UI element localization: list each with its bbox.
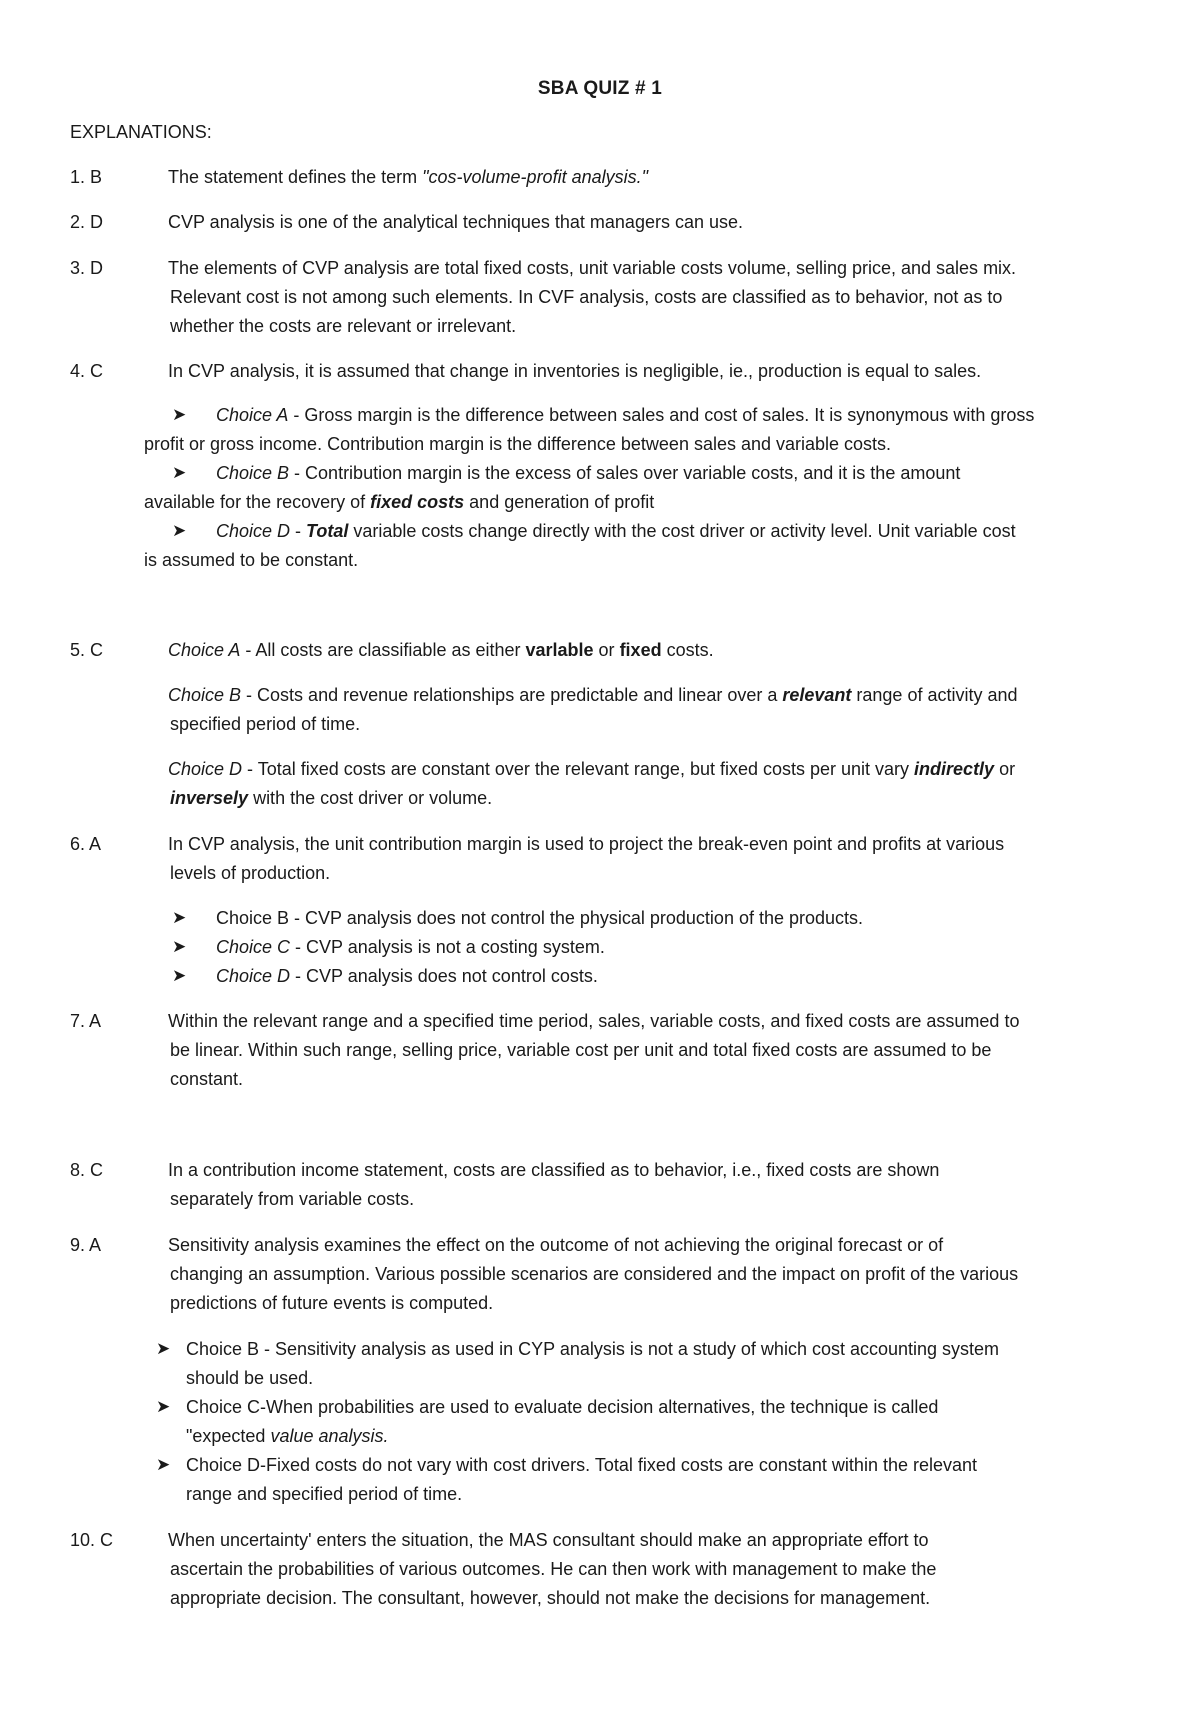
choice-line: Choice D - Total variable costs change directly with the cost driver or activity level. Unit variable cost xyxy=(216,521,1016,541)
choice-line: Choice B - Sensitivity analysis as used in CYP analysis is not a study of which cost accounting system xyxy=(186,1339,1000,1359)
page-title: SBA QUIZ # 1 xyxy=(537,78,663,99)
explanation-line: changing an assumption. Various possible scenarios are considered and the impact on profit of the various xyxy=(170,1264,1019,1284)
answer-number: 7. A xyxy=(70,1011,102,1031)
explanation-line: be linear. Within such range, selling price, variable cost per unit and total fixed costs are assumed to be xyxy=(170,1040,992,1060)
choice-line: Choice A - All costs are classifiable as either varlable or fixed costs. xyxy=(168,640,714,660)
answer-number: 3. D xyxy=(70,258,104,278)
choice-line: Choice C - CVP analysis is not a costing system. xyxy=(216,937,605,957)
arrowhead-bullet-icon: ➤ xyxy=(156,1339,171,1358)
answer-number: 2. D xyxy=(70,212,104,232)
explanation-line: Within the relevant range and a specified time period, sales, variable costs, and fixed costs are assumed to xyxy=(168,1011,1020,1031)
choice-line: is assumed to be constant. xyxy=(144,550,359,570)
answer-number: 6. A xyxy=(70,834,102,854)
explanation-line: appropriate decision. The consultant, however, should not make the decisions for management. xyxy=(170,1588,931,1608)
answer-number: 1. B xyxy=(70,167,103,187)
explanation-line: separately from variable costs. xyxy=(170,1189,415,1209)
choice-line: Choice B - CVP analysis does not control the physical production of the products. xyxy=(216,908,864,928)
choice-line: should be used. xyxy=(186,1368,314,1388)
explanation-line: levels of production. xyxy=(170,863,331,883)
explanation-line: In CVP analysis, it is assumed that change in inventories is negligible, ie., production is equal to sales. xyxy=(168,361,982,381)
arrowhead-bullet-icon: ➤ xyxy=(172,908,187,927)
arrowhead-bullet-icon: ➤ xyxy=(156,1397,171,1416)
explanation-line: When uncertainty' enters the situation, the MAS consultant should make an appropriate effort to xyxy=(168,1530,929,1550)
choice-line: profit or gross income. Contribution margin is the difference between sales and variable costs. xyxy=(144,434,892,454)
choice-line: Choice A - Gross margin is the difference between sales and cost of sales. It is synonymous with gross xyxy=(216,405,1035,425)
explanation-line: whether the costs are relevant or irrelevant. xyxy=(170,316,517,336)
answer-number: 8. C xyxy=(70,1160,104,1180)
arrowhead-bullet-icon: ➤ xyxy=(156,1455,171,1474)
explanation-line: constant. xyxy=(170,1069,244,1089)
choice-line: Choice D - CVP analysis does not control costs. xyxy=(216,966,598,986)
choice-line: Choice D - Total fixed costs are constant over the relevant range, but fixed costs per unit vary indirectly or xyxy=(168,759,1016,779)
explanation-line: predictions of future events is computed. xyxy=(170,1293,494,1313)
choice-line: Choice B - Contribution margin is the excess of sales over variable costs, and it is the amount xyxy=(216,463,961,483)
answer-number: 4. C xyxy=(70,361,104,381)
explanation-line: ascertain the probabilities of various outcomes. He can then work with management to make the xyxy=(170,1559,937,1579)
choice-line: Choice D-Fixed costs do not vary with cost drivers. Total fixed costs are constant within the relevant xyxy=(186,1455,978,1475)
section-header: EXPLANATIONS: xyxy=(70,122,212,142)
explanation-line: Relevant cost is not among such elements. In CVF analysis, costs are classified as to behavior, not as to xyxy=(170,287,1003,307)
choice-line: Choice C-When probabilities are used to evaluate decision alternatives, the technique is called xyxy=(186,1397,939,1417)
explanation-line: Sensitivity analysis examines the effect on the outcome of not achieving the original forecast or of xyxy=(168,1235,944,1255)
choice-line: inversely with the cost driver or volume. xyxy=(170,788,493,808)
arrowhead-bullet-icon: ➤ xyxy=(172,521,187,540)
arrowhead-bullet-icon: ➤ xyxy=(172,937,187,956)
answer-number: 10. C xyxy=(70,1530,114,1550)
explanation-line: The elements of CVP analysis are total fixed costs, unit variable costs volume, selling price, and sales mix. xyxy=(168,258,1017,278)
choice-line: specified period of time. xyxy=(170,714,361,734)
explanation-line: In a contribution income statement, costs are classified as to behavior, i.e., fixed costs are shown xyxy=(168,1160,940,1180)
answer-number: 5. C xyxy=(70,640,104,660)
answer-number: 9. A xyxy=(70,1235,102,1255)
explanation-line: The statement defines the term "cos-volume-profit analysis." xyxy=(168,167,648,187)
arrowhead-bullet-icon: ➤ xyxy=(172,966,187,985)
choice-line: "expected value analysis. xyxy=(186,1426,389,1446)
arrowhead-bullet-icon: ➤ xyxy=(172,405,187,424)
choice-line: Choice B - Costs and revenue relationships are predictable and linear over a relevant range of activity and xyxy=(168,685,1018,705)
choice-line: available for the recovery of fixed costs and generation of profit xyxy=(144,492,655,512)
explanation-line: In CVP analysis, the unit contribution margin is used to project the break-even point and profits at various xyxy=(168,834,1005,854)
explanation-line: CVP analysis is one of the analytical techniques that managers can use. xyxy=(168,212,744,232)
choice-line: range and specified period of time. xyxy=(186,1484,463,1504)
arrowhead-bullet-icon: ➤ xyxy=(172,463,187,482)
